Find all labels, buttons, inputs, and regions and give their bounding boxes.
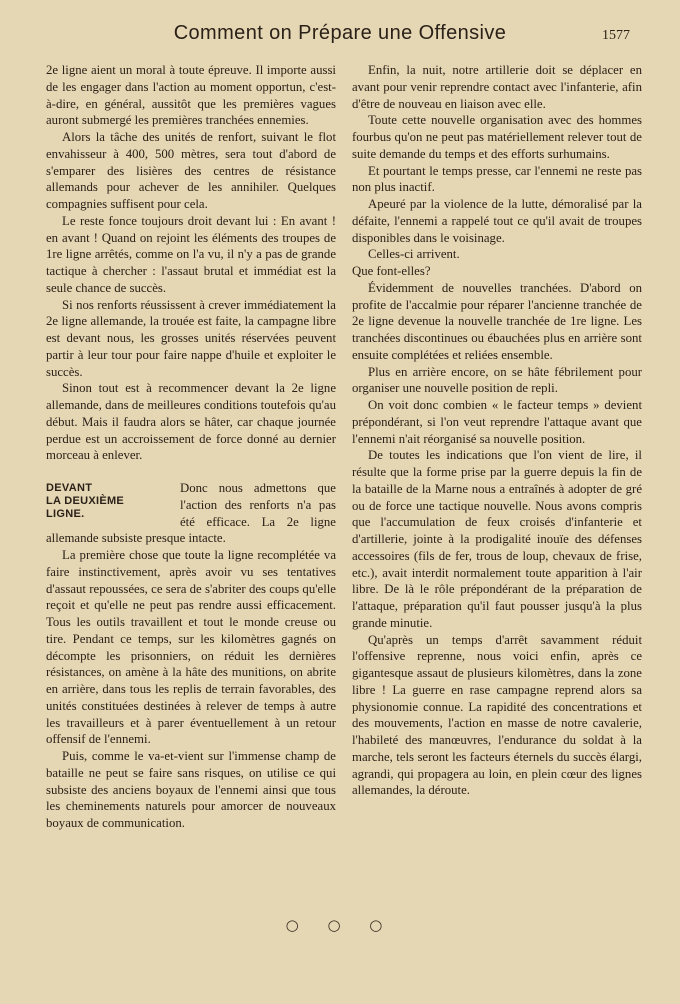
paragraph: Puis, comme le va-et-vient sur l'immense champ de bataille ne peut se faire sans risques, on utilise ce qui subsiste des anciens boyaux de l'ennemi ainsi que tous les cheminements naturels pour amorcer de nouveaux boyaux de communication.: [46, 749, 336, 830]
paragraph: Enfin, la nuit, notre artillerie doit se déplacer en avant pour venir reprendre contact avec l'infanterie, afin d'être de nouveau en liaison avec elle.: [352, 63, 642, 111]
section-heading-line: DEVANT: [46, 482, 93, 494]
paragraph: Apeuré par la violence de la lutte, démoralisé par la défaite, l'ennemi a rappelé tout ce qu'il avait de troupes disponibles dans le voisinage.: [352, 197, 642, 245]
paragraph: Plus en arrière encore, on se hâte fébrilement pour organiser une nouvelle position de repli.: [352, 364, 642, 396]
section-heading: [46, 482, 166, 521]
paragraph: De toutes les indications que l'on vient de lire, il résulte que la forme prise par la guerre depuis la fin de la bataille de la Marne nous a entraînés à adopter de gré ou de force une tactique nouvelle. Nous avons compris que l'accumulation de feux croisés d'infanterie et d'artillerie, jointe à la prodigalité inouïe des défenses accessoires (fils de fer, trous de loup, chevaux de frise, etc.), avait interdit normalement toute apparition à l'air libre. De là le rôle prépondérant de la préparation de l'attaque, préparation qu'il faut pousser jusqu'à la plus grande minutie.: [352, 448, 642, 630]
paragraph: Celles-ci arrivent.: [368, 247, 460, 262]
page-number: 1577: [602, 28, 630, 43]
right-column: [352, 62, 642, 799]
paragraph: Donc nous admettons que l'action des renforts n'a pas été efficace. La 2e ligne allemande subsiste presque intacte.: [46, 481, 336, 546]
paragraph: Alors la tâche des unités de renfort, suivant le flot envahisseur à 400, 500 mètres, sera tout d'abord de s'emparer des lisières des centres de résistance allemands pour achever de les annihiler. Quelques compagnies suffisent pour cela.: [46, 130, 336, 211]
paragraph: Si nos renforts réussissent à crever immédiatement la 2e ligne allemande, la trouée est faite, la campagne libre est devant nous, les grosses unités réservées peuvent partir à leur tour pour faire nappe d'huile et exploiter le succès.: [46, 297, 336, 379]
paragraph: Évidemment de nouvelles tranchées. D'abord on profite de l'accalmie pour réparer l'ancienne tranchée de 2e ligne devenue la nouvelle tranchée de 1re ligne. Les tranchées discontinues ou ébauchées plus en arrière sont ensuite complétées et reliées ensemble.: [352, 280, 642, 362]
section-heading-line: LIGNE.: [46, 508, 85, 520]
paragraph: On voit donc combien « le facteur temps » devient prépondérant, si l'on veut reprendre l'attaque avant que l'ennemi n'ait réorganisé sa nouvelle position.: [352, 398, 642, 446]
paragraph: Et pourtant le temps presse, car l'ennemi ne reste pas non plus inactif.: [352, 163, 642, 195]
section-heading-line: LA DEUXIÈME: [46, 495, 125, 507]
running-header: [0, 22, 680, 54]
paragraph: 2e ligne aient un moral à toute épreuve. Il importe aussi de les engager dans l'action au moment opportun, c'est-à-dire, en général, aussitôt que les premières vagues auront submergé les premières tranchées ennemies.: [46, 63, 336, 128]
paragraph: Le reste fonce toujours droit devant lui : En avant ! en avant ! Quand on rejoint les éléments des troupes de 1re ligne arrêtés, comme on l'a vu, il n'y a pas de grande tactique à chercher : l'assaut brutal et immédiat est la seule chance de succès.: [46, 213, 336, 295]
paragraph: Que font-elles?: [352, 264, 431, 278]
paragraph: Sinon tout est à recommencer devant la 2e ligne allemande, dans de meilleures conditions toutefois qu'au début. Mais il faudra alors se hâter, car chaque journée perdue est un accroissement de force donné au dernier morceau à enlever.: [46, 381, 336, 463]
section: [46, 480, 336, 547]
end-ornament: ○ ○ ○: [285, 916, 395, 934]
left-column: [46, 62, 336, 832]
paragraph: Qu'après un temps d'arrêt savamment réduit l'offensive reprenne, nous voici enfin, après ce gigantesque assaut de plusieurs kilomètres, dans la zone libre ! La guerre en rase campagne reprend alors sa physionomie connue. La rapidité des concentrations et des mouvements, l'action en masse de notre cavalerie, l'habileté des manœuvres, l'endurance du soldat à la marche, tels seront les facteurs éternels du succès élargi, agrandi, qui propagera au loin, en plein cœur des lignes allemandes, la déroute.: [352, 632, 642, 798]
page-title: Comment on Prépare une Offensive: [173, 22, 507, 44]
paragraph: La première chose que toute la ligne recomplétée va faire instinctivement, après avoir vu ses tentatives d'assaut repoussées, ce sera de s'abriter des coups qu'elle reçoit et qu'elle ne peut pas rendre aussi efficacement. Tous les outils travaillent et tout le monde creuse ou tire. Pendant ce temps, sur les kilomètres gagnés on décompte les prisonniers, on réduit les dernières résistances, on amène à la hâte des munitions, on abrite en arrière, dans tous les replis de terrain favorables, des unités constituées destinées à relever de temps à autre les travailleurs et à parer éventuellement à un retour offensif de l'ennemi.: [46, 548, 336, 747]
paragraph: Toute cette nouvelle organisation avec des hommes fourbus qu'on ne peut pas matériellement relever tout de suite demande du temps et des efforts surhumains.: [352, 113, 642, 161]
